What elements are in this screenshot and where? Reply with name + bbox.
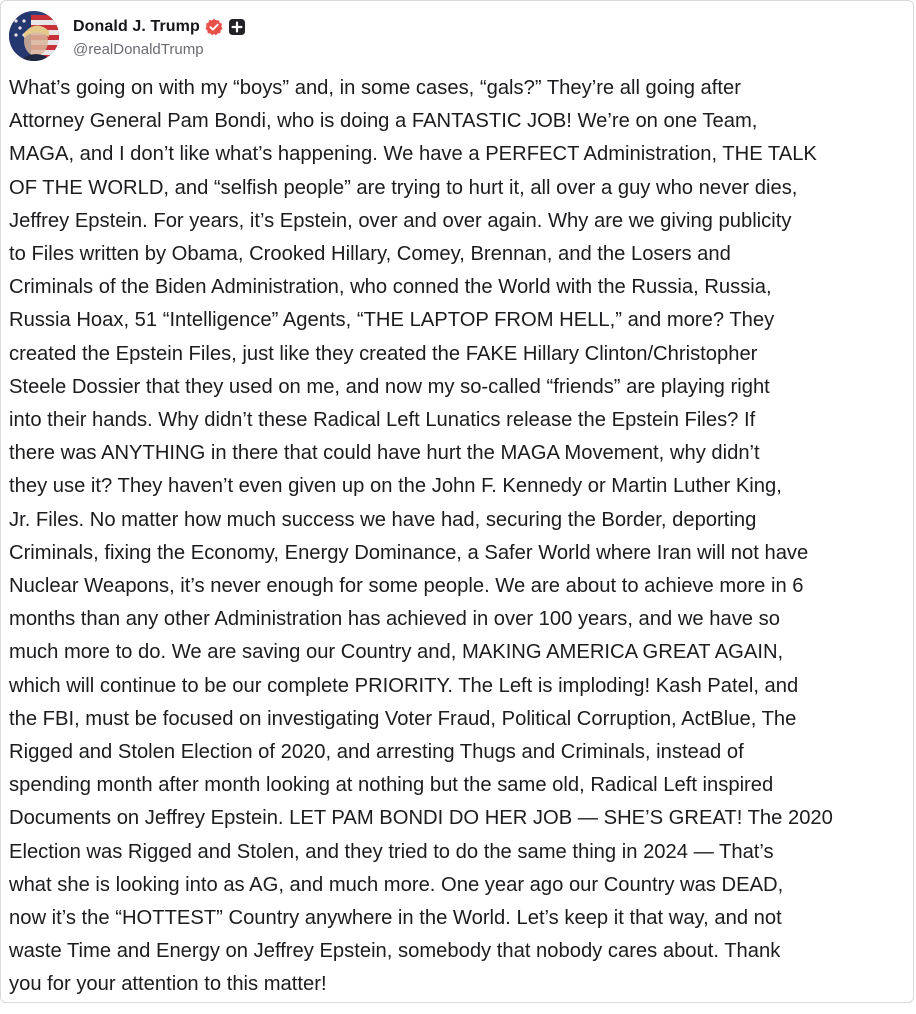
post-header: [9, 9, 246, 63]
avatar[interactable]: [9, 11, 59, 61]
post-text-line: now it’s the “HOTTEST” Country anywhere in the World. Let’s keep it that way, and not: [9, 907, 782, 930]
author-handle[interactable]: @realDonaldTrump: [73, 40, 204, 58]
post-text-line: what she is looking into as AG, and much more. One year ago our Country was DEAD,: [9, 873, 784, 896]
author-name-row: [73, 15, 246, 39]
post-text-line: Nuclear Weapons, it’s never enough for some people. We are about to achieve more in 6: [9, 575, 804, 598]
post-text-line: to Files written by Obama, Crooked Hillary, Comey, Brennan, and the Losers and: [9, 243, 731, 266]
post-text-line: Election was Rigged and Stolen, and they tried to do the same thing in 2024 — That’s: [9, 840, 774, 863]
post-text-line: there was ANYTHING in there that could have hurt the MAGA Movement, why didn’t: [9, 442, 760, 465]
post-text-line: months than any other Administration has achieved in over 100 years, and we have so: [9, 608, 780, 631]
post-body: [9, 72, 909, 1002]
post-text-line: much more to do. We are saving our Country and, MAKING AMERICA GREAT AGAIN,: [9, 641, 784, 664]
post-text-line: created the Epstein Files, just like they created the FAKE Hillary Clinton/Christopher: [9, 342, 758, 365]
post-text-line: MAGA, and I don’t like what’s happening. We have a PERFECT Administration, THE TALK: [9, 143, 817, 166]
post-text-line: Criminals of the Biden Administration, who conned the World with the Russia, Russia,: [9, 276, 772, 299]
post-text-line: Rigged and Stolen Election of 2020, and arresting Thugs and Criminals, instead of: [9, 741, 744, 764]
profile-avatar-flag-icon: [9, 11, 59, 61]
post-text-line: you for your attention to this matter!: [9, 973, 327, 996]
post-text-line: they use it? They haven’t even given up on the John F. Kennedy or Martin Luther King,: [9, 475, 782, 498]
post-text-line: which will continue to be our complete PRIORITY. The Left is imploding! Kash Patel, and: [9, 674, 799, 697]
post-text-line: OF THE WORLD, and “selfish people” are trying to hurt it, all over a guy who never dies,: [9, 176, 798, 199]
post-text-line: spending month after month looking at nothing but the same old, Radical Left inspired: [9, 774, 774, 797]
post-text-line: Documents on Jeffrey Epstein. LET PAM BONDI DO HER JOB — SHE’S GREAT! The 2020: [9, 807, 833, 830]
post-text-line: Jeffrey Epstein. For years, it’s Epstein, over and over again. Why are we giving publicity: [9, 209, 792, 232]
author-display-name[interactable]: Donald J. Trump: [73, 17, 200, 35]
post-text-line: into their hands. Why didn’t these Radical Left Lunatics release the Epstein Files? If: [9, 409, 756, 432]
verified-badge-icon: [205, 18, 223, 36]
post-text-line: What’s going on with my “boys” and, in some cases, “gals?” They’re all going after: [9, 77, 741, 99]
post-text-line: Criminals, fixing the Economy, Energy Dominance, a Safer World where Iran will not have: [9, 541, 809, 564]
plus-badge-icon: [228, 18, 246, 36]
post-text-line: waste Time and Energy on Jeffrey Epstein, somebody that nobody cares about. Thank: [9, 940, 781, 963]
post-text-line: Russia Hoax, 51 “Intelligence” Agents, “THE LAPTOP FROM HELL,” and more? They: [9, 309, 775, 332]
post-text-line: Steele Dossier that they used on me, and now my so-called “friends” are playing right: [9, 375, 770, 398]
post-text-line: Jr. Files. No matter how much success we have had, securing the Border, deporting: [9, 508, 757, 531]
author-info: [73, 15, 246, 58]
post-text-line: Attorney General Pam Bondi, who is doing a FANTASTIC JOB! We’re on one Team,: [9, 110, 758, 133]
post-text-line: the FBI, must be focused on investigating Voter Fraud, Political Corruption, ActBlue, The: [9, 707, 797, 730]
